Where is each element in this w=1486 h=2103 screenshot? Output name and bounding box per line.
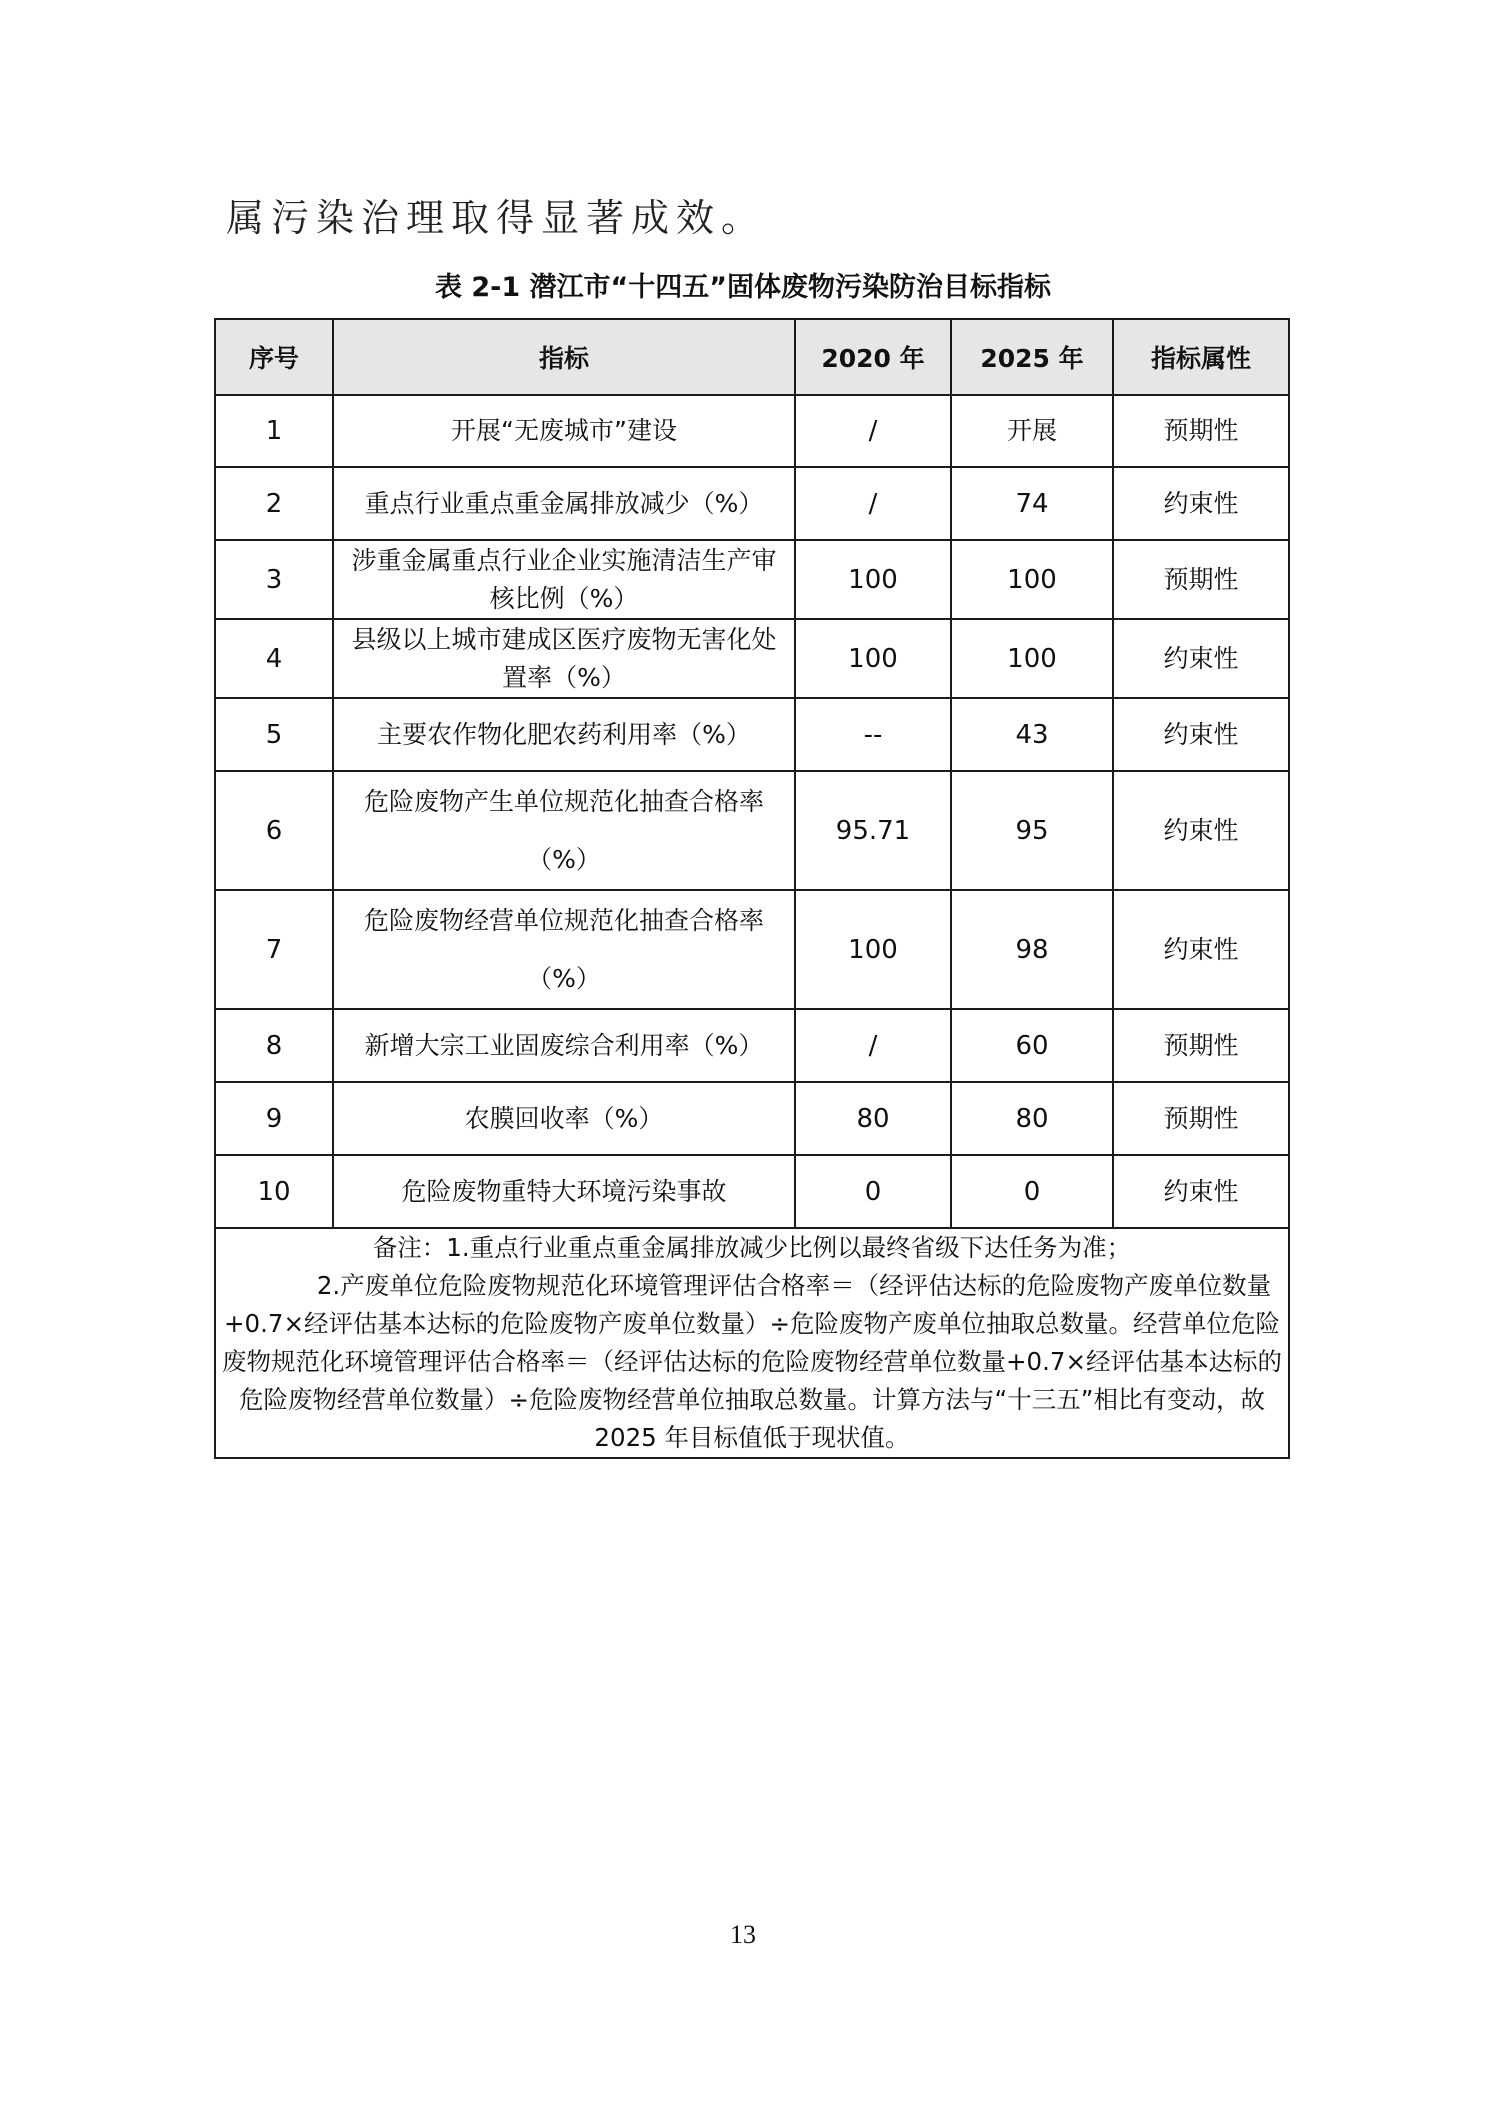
cell-2025: 开展 <box>951 395 1113 467</box>
table-row <box>215 540 1289 619</box>
table-row <box>215 890 1289 1009</box>
cell-2020: 100 <box>795 619 951 698</box>
header-2020: 2020 年 <box>795 319 951 395</box>
cell-no: 6 <box>215 771 333 890</box>
cell-attribute: 预期性 <box>1113 540 1289 619</box>
table-caption: 表 2-1 潜江市“十四五”固体废物污染防治目标指标 <box>434 272 1052 303</box>
cell-2020: 0 <box>795 1155 951 1228</box>
cell-indicator: 危险废物产生单位规范化抽查合格率（%） <box>333 771 795 890</box>
cell-2025: 0 <box>951 1155 1113 1228</box>
cell-indicator: 农膜回收率（%） <box>333 1082 795 1155</box>
cell-2025: 74 <box>951 467 1113 540</box>
cell-2020: -- <box>795 698 951 771</box>
cell-2025: 100 <box>951 540 1113 619</box>
table-row <box>215 619 1289 698</box>
header-indicator: 指标 <box>333 319 795 395</box>
table-row <box>215 1082 1289 1155</box>
note-item-2: 2.产废单位危险废物规范化环境管理评估合格率＝（经评估达标的危险废物产废单位数量+0.7×经评估基本达标的危险废物产废单位数量）÷危险废物产废单位抽取总数量。经营单位危险废物规范化环境管理评估合格率＝（经评估达标的危险废物经营单位数量+0.7×经评估基本达标的危险废物经营单位数量）÷危险废物经营单位抽取总数量。计算方法与“十三五”相比有变动，故 2025 年目标值低于现状值。 <box>222 1271 1283 1452</box>
cell-2020: 100 <box>795 540 951 619</box>
cell-2020: 80 <box>795 1082 951 1155</box>
cell-2025: 43 <box>951 698 1113 771</box>
targets-table <box>214 318 1290 1459</box>
cell-indicator: 县级以上城市建成区医疗废物无害化处置率（%） <box>333 619 795 698</box>
cell-no: 2 <box>215 467 333 540</box>
cell-2025: 98 <box>951 890 1113 1009</box>
lead-paragraph-fragment: 属污染治理取得显著成效。 <box>226 196 767 240</box>
cell-2025: 95 <box>951 771 1113 890</box>
cell-attribute: 预期性 <box>1113 395 1289 467</box>
table-note <box>215 1228 1289 1458</box>
cell-attribute: 约束性 <box>1113 467 1289 540</box>
header-no: 序号 <box>215 319 333 395</box>
table-row <box>215 395 1289 467</box>
cell-indicator: 危险废物重特大环境污染事故 <box>333 1155 795 1228</box>
cell-attribute: 预期性 <box>1113 1009 1289 1082</box>
cell-attribute: 约束性 <box>1113 771 1289 890</box>
table-header-row <box>215 319 1289 395</box>
note-item-1: 备注：1.重点行业重点重金属排放减少比例以最终省级下达任务为准； <box>372 1233 1132 1262</box>
cell-2020: 95.71 <box>795 771 951 890</box>
cell-no: 4 <box>215 619 333 698</box>
cell-indicator: 危险废物经营单位规范化抽查合格率（%） <box>333 890 795 1009</box>
cell-indicator: 重点行业重点重金属排放减少（%） <box>333 467 795 540</box>
table-row <box>215 698 1289 771</box>
table-row <box>215 1009 1289 1082</box>
table-row <box>215 1155 1289 1228</box>
cell-2020: / <box>795 467 951 540</box>
cell-attribute: 约束性 <box>1113 890 1289 1009</box>
table-note-row <box>215 1228 1289 1458</box>
cell-no: 8 <box>215 1009 333 1082</box>
cell-no: 3 <box>215 540 333 619</box>
cell-no: 9 <box>215 1082 333 1155</box>
header-attribute: 指标属性 <box>1113 319 1289 395</box>
page-number: 13 <box>730 1920 756 1949</box>
header-2025: 2025 年 <box>951 319 1113 395</box>
cell-attribute: 约束性 <box>1113 619 1289 698</box>
cell-indicator: 新增大宗工业固废综合利用率（%） <box>333 1009 795 1082</box>
cell-2020: / <box>795 395 951 467</box>
cell-attribute: 约束性 <box>1113 1155 1289 1228</box>
cell-indicator: 主要农作物化肥农药利用率（%） <box>333 698 795 771</box>
cell-2025: 80 <box>951 1082 1113 1155</box>
table-row <box>215 771 1289 890</box>
cell-attribute: 预期性 <box>1113 1082 1289 1155</box>
cell-no: 7 <box>215 890 333 1009</box>
cell-indicator: 开展“无废城市”建设 <box>333 395 795 467</box>
table-row <box>215 467 1289 540</box>
cell-attribute: 约束性 <box>1113 698 1289 771</box>
cell-2020: 100 <box>795 890 951 1009</box>
cell-no: 1 <box>215 395 333 467</box>
cell-no: 5 <box>215 698 333 771</box>
cell-2020: / <box>795 1009 951 1082</box>
cell-indicator: 涉重金属重点行业企业实施清洁生产审核比例（%） <box>333 540 795 619</box>
cell-no: 10 <box>215 1155 333 1228</box>
cell-2025: 60 <box>951 1009 1113 1082</box>
cell-2025: 100 <box>951 619 1113 698</box>
